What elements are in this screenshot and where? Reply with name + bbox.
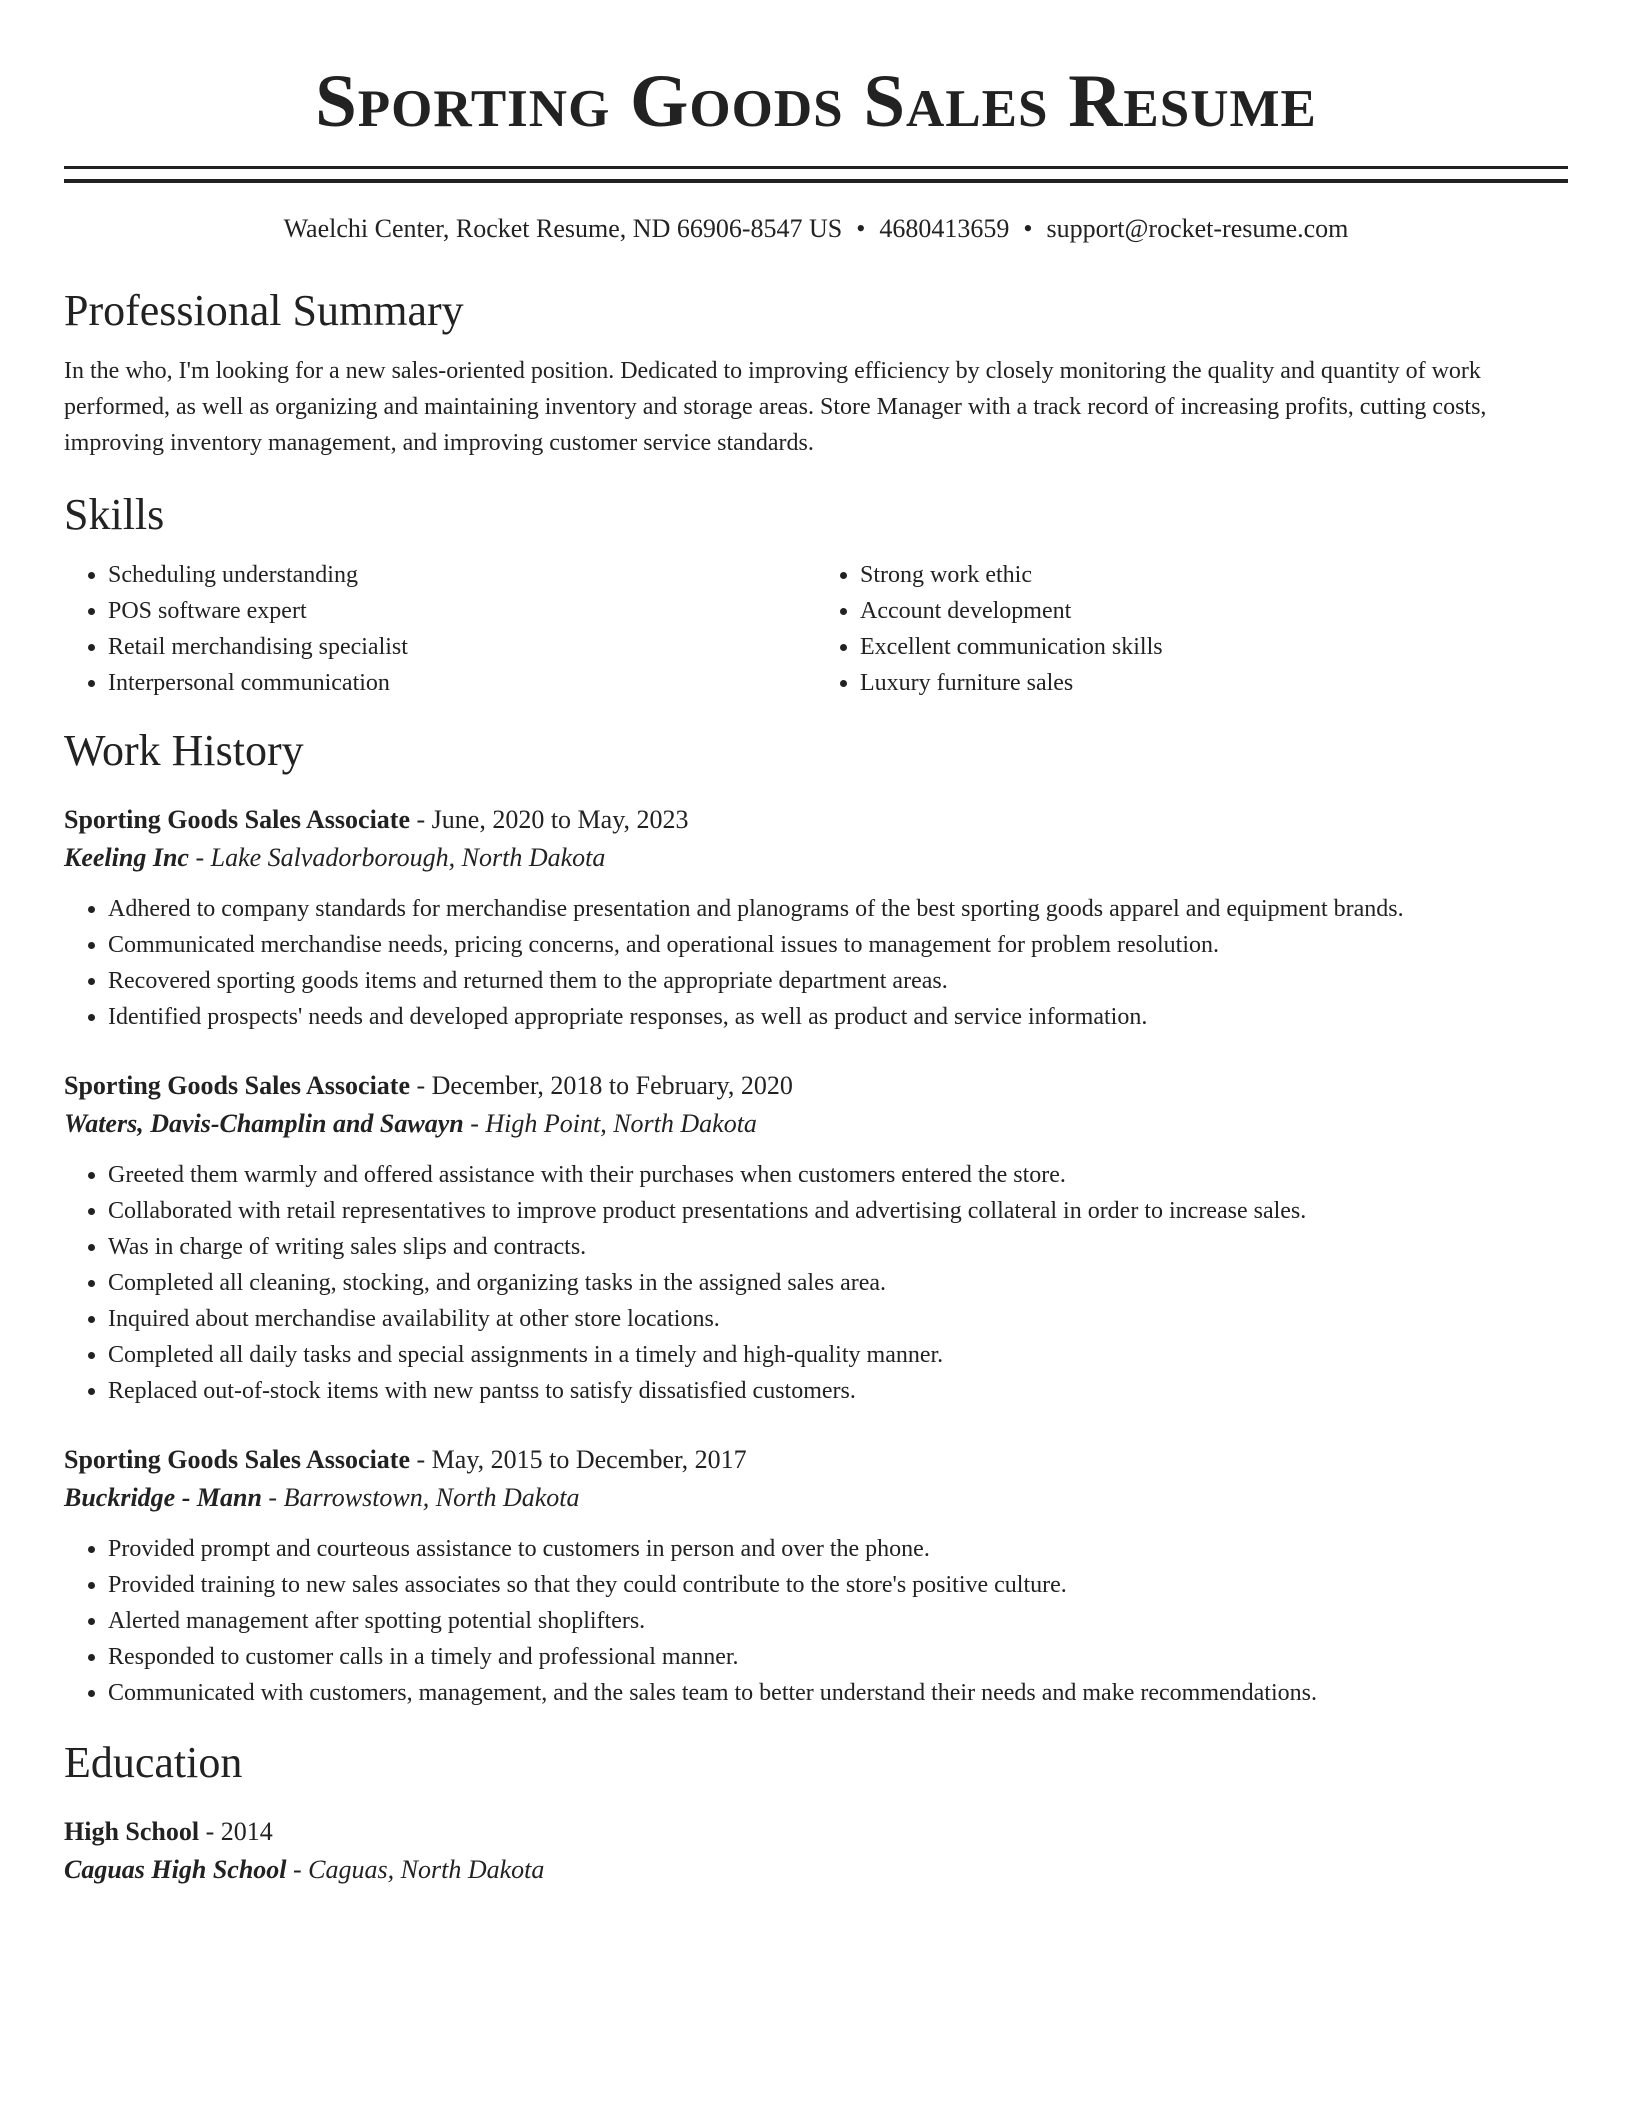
- job-bullet: • Was in charge of writing sales slips and contracts.: [108, 1229, 1568, 1265]
- job-bullets: [64, 1157, 1568, 1409]
- contact-phone: 4680413659: [879, 214, 1010, 243]
- company-name: Keeling Inc: [64, 843, 189, 872]
- education-school-line: [64, 1851, 1568, 1889]
- skills-column-right: [816, 557, 1568, 701]
- job-role: Sporting Goods Sales Associate: [64, 805, 410, 834]
- job-entry: [64, 801, 1568, 1035]
- skills-grid: [64, 557, 1568, 701]
- education-entry: [64, 1813, 1568, 1889]
- job-bullet: • Completed all daily tasks and special assignments in a timely and high-quality manner.: [108, 1337, 1568, 1373]
- job-dates: - May, 2015 to December, 2017: [410, 1445, 747, 1474]
- summary-text: In the who, I'm looking for a new sales-oriented position. Dedicated to improving efficiency by closely monitoring the quality and quantity of work performed, as well as organizing and maintaining inventory and storage areas. Store Manager with a track record of increasing profits, cutting costs, improving inventory management, and improving customer service standards.: [64, 358, 1487, 456]
- contact-address: Waelchi Center, Rocket Resume, ND 66906-8547 US: [283, 214, 843, 243]
- job-bullet: • Provided training to new sales associates so that they could contribute to the store's positive culture.: [108, 1567, 1568, 1603]
- job-bullet: • Identified prospects' needs and developed appropriate responses, as well as product and service information.: [108, 999, 1568, 1035]
- skill-item: • Excellent communication skills: [860, 629, 1568, 665]
- skill-item: • Retail merchandising specialist: [108, 629, 816, 665]
- company-line: [64, 1479, 1568, 1517]
- contact-line: [64, 213, 1568, 245]
- company-name: Waters, Davis-Champlin and Sawayn: [64, 1109, 464, 1138]
- summary-heading: Professional Summary: [64, 286, 464, 335]
- education-location: - Caguas, North Dakota: [286, 1855, 545, 1884]
- company-location: - High Point, North Dakota: [463, 1109, 757, 1138]
- job-bullet: • Communicated merchandise needs, pricing concerns, and operational issues to management for problem resolution.: [108, 927, 1568, 963]
- skill-item: • Account development: [860, 593, 1568, 629]
- job-bullet: • Recovered sporting goods items and returned them to the appropriate department areas.: [108, 963, 1568, 999]
- job-title-line: [64, 1067, 1568, 1105]
- skill-item: • Interpersonal communication: [108, 665, 816, 701]
- job-bullet: • Collaborated with retail representatives to improve product presentations and advertising collateral in order to increase sales.: [108, 1193, 1568, 1229]
- job-title-line: [64, 801, 1568, 839]
- skill-item: • POS software expert: [108, 593, 816, 629]
- contact-separator: •: [856, 214, 866, 243]
- resume-title: Sporting Goods Sales Resume: [315, 60, 1317, 143]
- contact-email: support@rocket-resume.com: [1046, 214, 1349, 243]
- job-dates: - June, 2020 to May, 2023: [410, 805, 689, 834]
- education-school: Caguas High School: [64, 1855, 287, 1884]
- job-bullet: • Provided prompt and courteous assistance to customers in person and over the phone.: [108, 1531, 1568, 1567]
- skills-heading: Skills: [64, 490, 165, 539]
- job-bullet: • Replaced out-of-stock items with new pantss to satisfy dissatisfied customers.: [108, 1373, 1568, 1409]
- job-role: Sporting Goods Sales Associate: [64, 1071, 410, 1100]
- skills-column-left: [64, 557, 816, 701]
- company-line: [64, 839, 1568, 877]
- education-degree-line: [64, 1813, 1568, 1851]
- contact-separator: •: [1023, 214, 1033, 243]
- job-bullet: • Greeted them warmly and offered assistance with their purchases when customers entered the store.: [108, 1157, 1568, 1193]
- job-bullets: [64, 1531, 1568, 1711]
- job-entry: [64, 1441, 1568, 1711]
- work-history-heading: Work History: [64, 726, 304, 775]
- job-bullets: [64, 891, 1568, 1035]
- job-title-line: [64, 1441, 1568, 1479]
- education-degree: High School: [64, 1817, 200, 1846]
- title-double-rule: [64, 166, 1568, 183]
- skill-item: • Scheduling understanding: [108, 557, 816, 593]
- education-year: - 2014: [199, 1817, 273, 1846]
- company-name: Buckridge - Mann: [64, 1483, 262, 1512]
- job-bullet: • Adhered to company standards for merchandise presentation and planograms of the best sporting goods apparel and equipment brands.: [108, 891, 1568, 927]
- company-location: - Lake Salvadorborough, North Dakota: [188, 843, 606, 872]
- company-line: [64, 1105, 1568, 1143]
- job-bullet: • Responded to customer calls in a timely and professional manner.: [108, 1639, 1568, 1675]
- job-entry: [64, 1067, 1568, 1409]
- education-heading: Education: [64, 1738, 243, 1787]
- job-bullet: • Alerted management after spotting potential shoplifters.: [108, 1603, 1568, 1639]
- job-bullet: • Communicated with customers, management, and the sales team to better understand their needs and make recommendations.: [108, 1675, 1568, 1711]
- company-location: - Barrowstown, North Dakota: [261, 1483, 580, 1512]
- job-role: Sporting Goods Sales Associate: [64, 1445, 410, 1474]
- skill-item: • Luxury furniture sales: [860, 665, 1568, 701]
- job-dates: - December, 2018 to February, 2020: [410, 1071, 793, 1100]
- job-bullet: • Inquired about merchandise availability at other store locations.: [108, 1301, 1568, 1337]
- job-bullet: • Completed all cleaning, stocking, and organizing tasks in the assigned sales area.: [108, 1265, 1568, 1301]
- skill-item: • Strong work ethic: [860, 557, 1568, 593]
